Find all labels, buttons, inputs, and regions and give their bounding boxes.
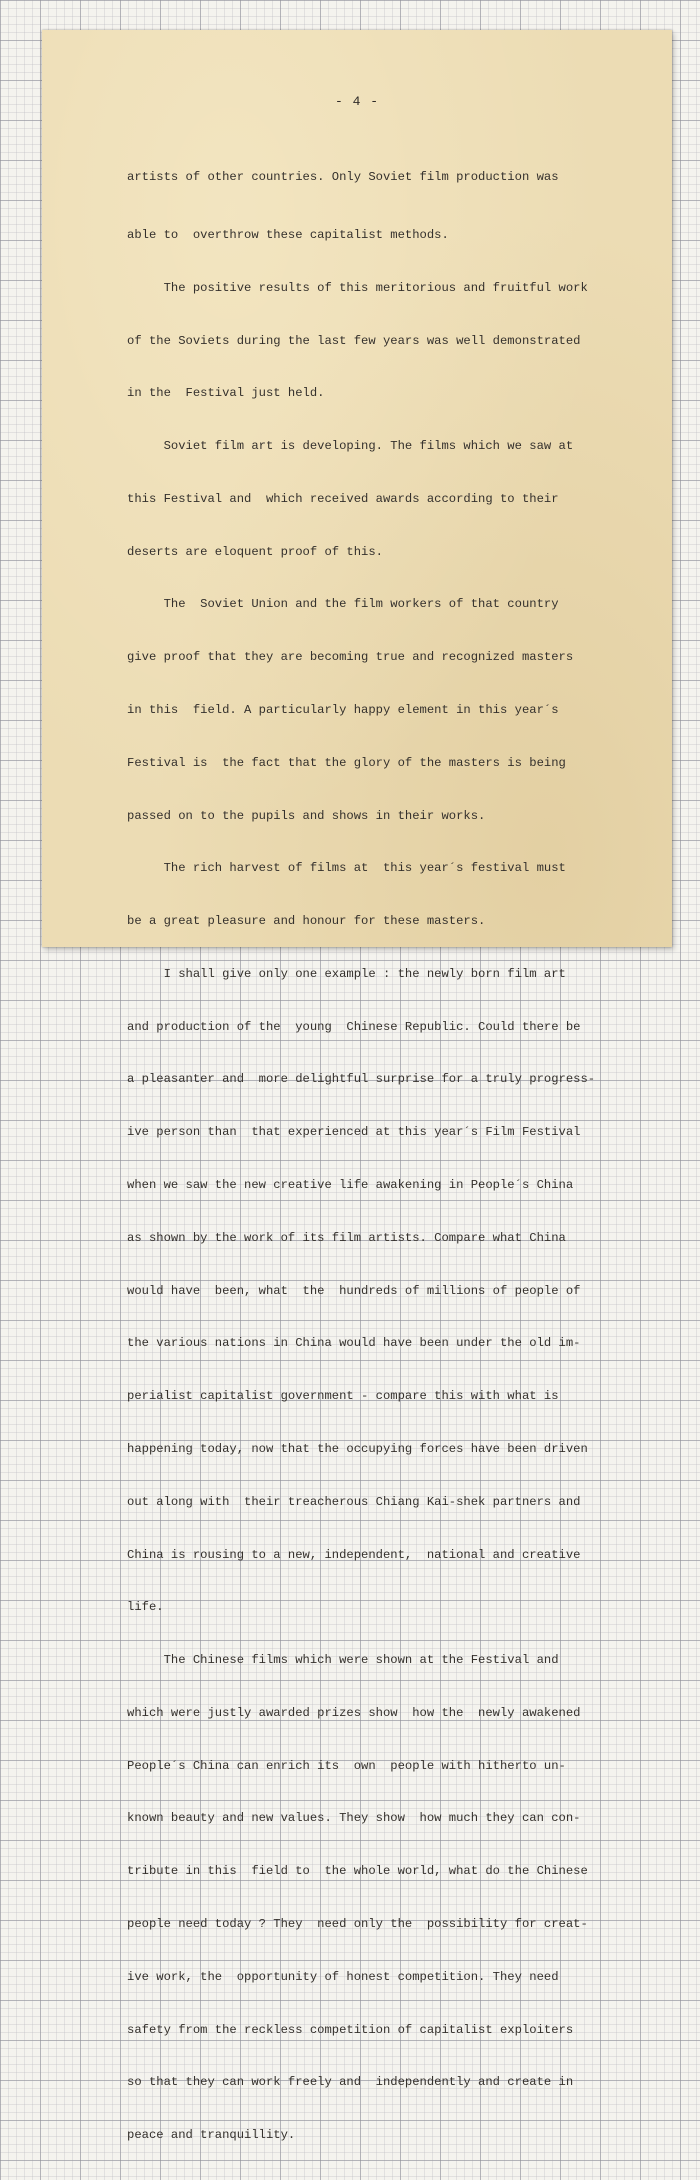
text-line: would have been, what the hundreds of millions of people of — [127, 1283, 581, 1298]
text-line: happening today, now that the occupying forces have been driven — [127, 1441, 588, 1456]
text-line: deserts are eloquent proof of this. — [127, 544, 383, 559]
text-line: ive work, the opportunity of honest competition. They need — [127, 1969, 559, 1984]
text-line: which were justly awarded prizes show how the newly awakened — [127, 1705, 581, 1720]
text-line: able to overthrow these capitalist methods. — [127, 227, 449, 242]
text-line: safety from the reckless competition of capitalist exploiters — [127, 2022, 574, 2037]
text-line: tribute in this field to the whole world, what do the Chinese — [127, 1864, 588, 1879]
text-line: and production of the young Chinese Republic. Could there be — [127, 1019, 581, 1034]
text-line: as shown by the work of its film artists. Compare what China — [127, 1230, 566, 1245]
text-line: passed on to the pupils and shows in their works. — [127, 808, 486, 823]
text-line: The Chinese films which were shown at the Festival and — [127, 1653, 559, 1668]
paper-sheet — [42, 30, 672, 2143]
text-line: be a great pleasure and honour for these masters. — [127, 914, 486, 929]
text-line: China is rousing to a new, independent, national and creative — [127, 1547, 581, 1562]
typed-text-body — [127, 134, 627, 2180]
text-line: life. — [127, 1600, 164, 1615]
text-line: this Festival and which received awards according to their — [127, 491, 559, 506]
text-line: ive person than that experienced at this year´s Film Festival — [127, 1125, 581, 1140]
text-line: in the Festival just held. — [127, 386, 325, 401]
text-line: people need today ? They need only the possibility for creat- — [127, 1916, 588, 1931]
text-line: The positive results of this meritorious and fruitful work — [127, 280, 588, 295]
text-line: in this field. A particularly happy element in this year´s — [127, 703, 559, 717]
text-line: Festival is the fact that the glory of the masters is being — [127, 755, 566, 770]
text-line: I shall give only one example : the newly born film art — [127, 966, 566, 981]
text-line: Soviet film art is developing. The films which we saw at — [127, 439, 574, 454]
text-line: artists of other countries. Only Soviet film production was — [127, 170, 559, 185]
text-line: of the Soviets during the last few years was well demonstrated — [127, 333, 581, 348]
text-line: when we saw the new creative life awakening in People´s China — [127, 1178, 574, 1193]
text-line: out along with their treacherous Chiang Kai-shek partners and — [127, 1494, 581, 1509]
text-line: People´s China can enrich its own people with hitherto un- — [127, 1758, 566, 1773]
text-line: perialist capitalist government - compare this with what is — [127, 1389, 559, 1404]
text-line: give proof that they are becoming true and recognized masters — [127, 650, 574, 665]
text-line: so that they can work freely and independently and create in — [127, 2075, 574, 2090]
text-line: known beauty and new values. They show how much they can con- — [127, 1811, 581, 1826]
text-line: peace and tranquillity. — [127, 2128, 296, 2143]
page-number: - 4 - — [334, 94, 379, 109]
text-line: the various nations in China would have been under the old im- — [127, 1336, 581, 1351]
text-line: The Soviet Union and the film workers of that country — [127, 597, 559, 612]
text-line: The rich harvest of films at this year´s festival must — [127, 861, 566, 876]
text-line: a pleasanter and more delightful surprise for a truly progress- — [127, 1072, 596, 1087]
